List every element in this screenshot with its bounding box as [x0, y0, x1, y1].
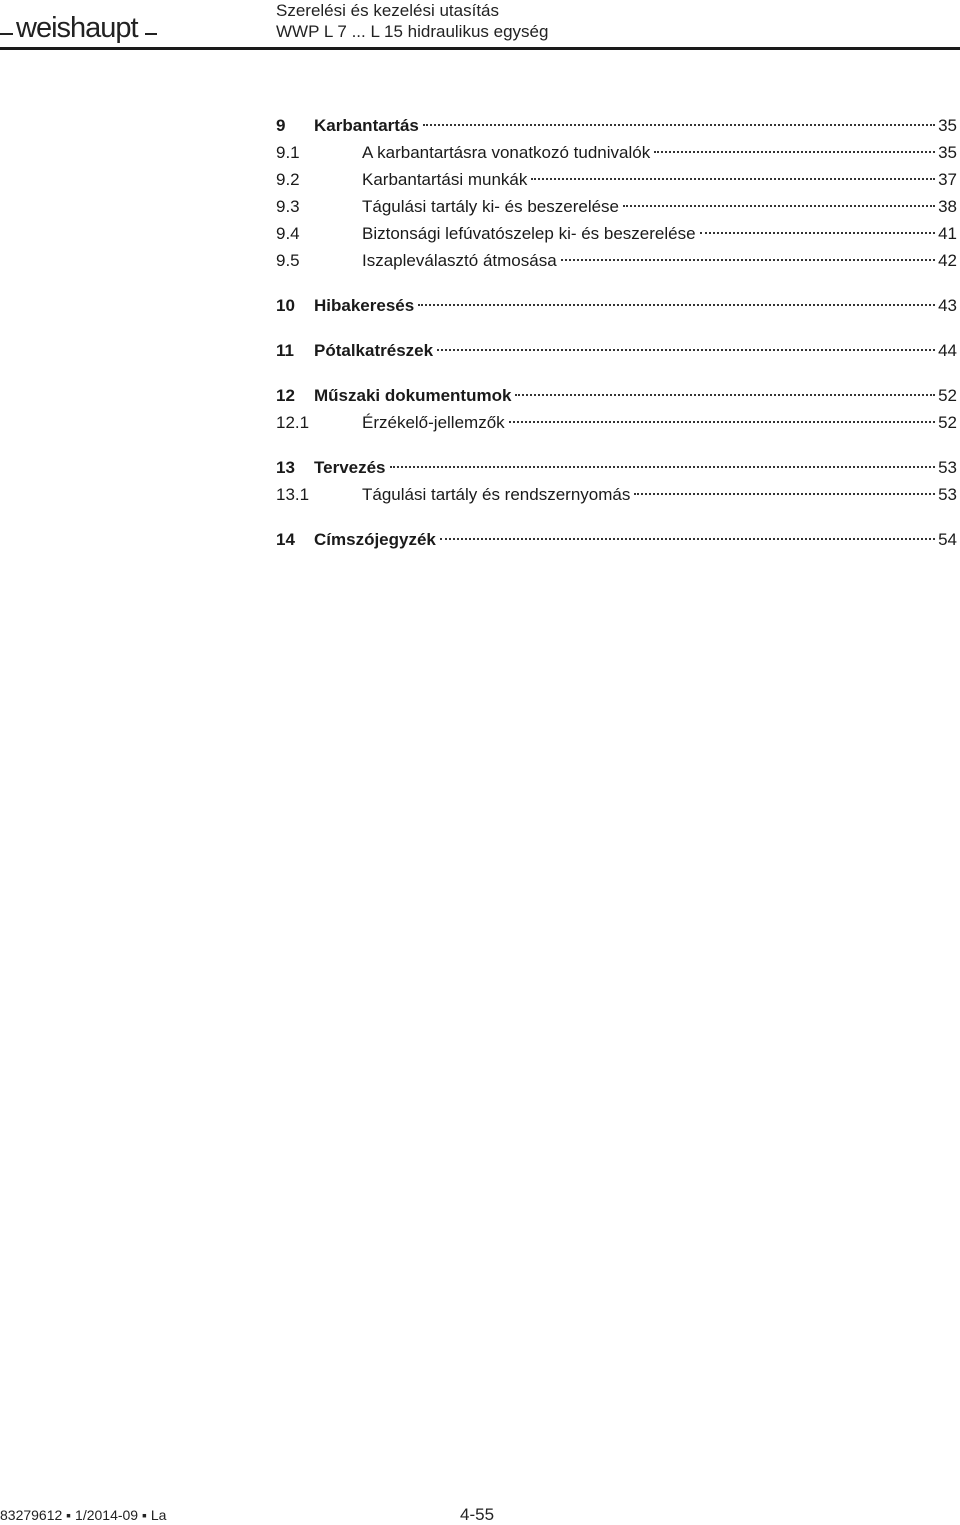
- toc-dot-leader: [515, 393, 935, 396]
- toc-entry-page: 52: [938, 413, 957, 432]
- document-title: [276, 0, 548, 42]
- toc-entry-title: Karbantartási munkák: [362, 170, 528, 189]
- header-rule: [0, 47, 960, 50]
- toc-entry[interactable]: [276, 247, 957, 274]
- footer-page-number: 4-55: [460, 1505, 495, 1524]
- toc-dot-leader: [561, 258, 935, 261]
- toc-entry-title: Hibakeresés: [314, 296, 415, 315]
- page-header: [0, 0, 960, 50]
- toc-entry-number: 9.2: [276, 170, 300, 189]
- toc-dot-leader: [440, 537, 935, 540]
- toc-dot-leader: [634, 492, 935, 495]
- toc-entry[interactable]: [276, 481, 957, 508]
- toc-entry-title: Műszaki dokumentumok: [314, 386, 512, 405]
- toc-entry[interactable]: [276, 526, 957, 553]
- toc-entry-number: 9.1: [276, 143, 300, 162]
- toc-entry[interactable]: [276, 193, 957, 220]
- toc-entry-page: 43: [938, 296, 957, 315]
- toc-entry-number: 9.5: [276, 251, 300, 270]
- toc-entry-page: 37: [938, 170, 957, 189]
- toc-entry-page: 35: [938, 143, 957, 162]
- toc-entry-title: Tágulási tartály ki- és beszerelése: [362, 197, 620, 216]
- toc-entry-number: 12: [276, 386, 295, 405]
- toc-entry-page: 35: [938, 116, 957, 135]
- logo-dash-left: [0, 33, 13, 35]
- logo-dash-right: [145, 33, 157, 35]
- toc-entry[interactable]: [276, 409, 957, 436]
- toc-dot-leader: [654, 150, 935, 153]
- toc-entry-number: 13: [276, 458, 295, 477]
- toc-entry-page: 38: [938, 197, 957, 216]
- toc-dot-leader: [418, 303, 935, 306]
- toc-entry[interactable]: [276, 112, 957, 139]
- toc-entry-number: 12.1: [276, 413, 310, 432]
- toc-entry-number: 11: [276, 341, 294, 360]
- toc-entry[interactable]: [276, 292, 957, 319]
- toc-dot-leader: [423, 123, 935, 126]
- footer-doc-code: 83279612 ▪ 1/2014-09 ▪ La: [0, 1507, 167, 1523]
- toc-entry[interactable]: [276, 454, 957, 481]
- toc-dot-leader: [700, 231, 936, 234]
- toc-entry-page: 44: [938, 341, 957, 360]
- toc-entry-page: 52: [938, 386, 957, 405]
- toc-entry-page: 54: [938, 530, 957, 549]
- toc-entry-page: 42: [938, 251, 957, 270]
- toc-dot-leader: [390, 465, 936, 468]
- weishaupt-logo: [0, 10, 160, 46]
- toc-dot-leader: [623, 204, 935, 207]
- toc-entry-title: Biztonsági lefúvatószelep ki- és beszerelése: [362, 224, 696, 243]
- toc-entry[interactable]: [276, 166, 957, 193]
- document-title-line2: WWP L 7 ... L 15 hidraulikus egység: [276, 22, 549, 41]
- toc-entry-page: 41: [938, 224, 957, 243]
- toc-entry-title: Tervezés: [314, 458, 386, 477]
- table-of-contents: [276, 112, 957, 553]
- logo-text: weishaupt: [16, 12, 138, 44]
- toc-entry[interactable]: [276, 220, 957, 247]
- toc-entry-number: 9.3: [276, 197, 300, 216]
- toc-entry-title: Karbantartás: [314, 116, 419, 135]
- toc-entry-title: Pótalkatrészek: [314, 341, 434, 360]
- toc-entry-title: Érzékelő-jellemzők: [362, 413, 505, 432]
- toc-dot-leader: [437, 348, 935, 351]
- toc-entry[interactable]: [276, 139, 957, 166]
- toc-entry-number: 13.1: [276, 485, 310, 504]
- toc-entry-number: 9: [276, 116, 286, 135]
- toc-entry-page: 53: [938, 485, 957, 504]
- toc-entry-title: Tágulási tartály és rendszernyomás: [362, 485, 631, 504]
- toc-dot-leader: [509, 420, 935, 423]
- toc-entry-number: 9.4: [276, 224, 300, 243]
- toc-entry-title: Címszójegyzék: [314, 530, 436, 549]
- toc-entry-page: 53: [938, 458, 957, 477]
- toc-entry-title: Iszapleválasztó átmosása: [362, 251, 557, 270]
- toc-dot-leader: [531, 177, 935, 180]
- toc-entry-title: A karbantartásra vonatkozó tudnivalók: [362, 143, 651, 162]
- toc-entry-number: 14: [276, 530, 295, 549]
- document-title-line1: Szerelési és kezelési utasítás: [276, 1, 499, 20]
- toc-entry[interactable]: [276, 382, 957, 409]
- toc-entry[interactable]: [276, 337, 957, 364]
- toc-entry-number: 10: [276, 296, 295, 315]
